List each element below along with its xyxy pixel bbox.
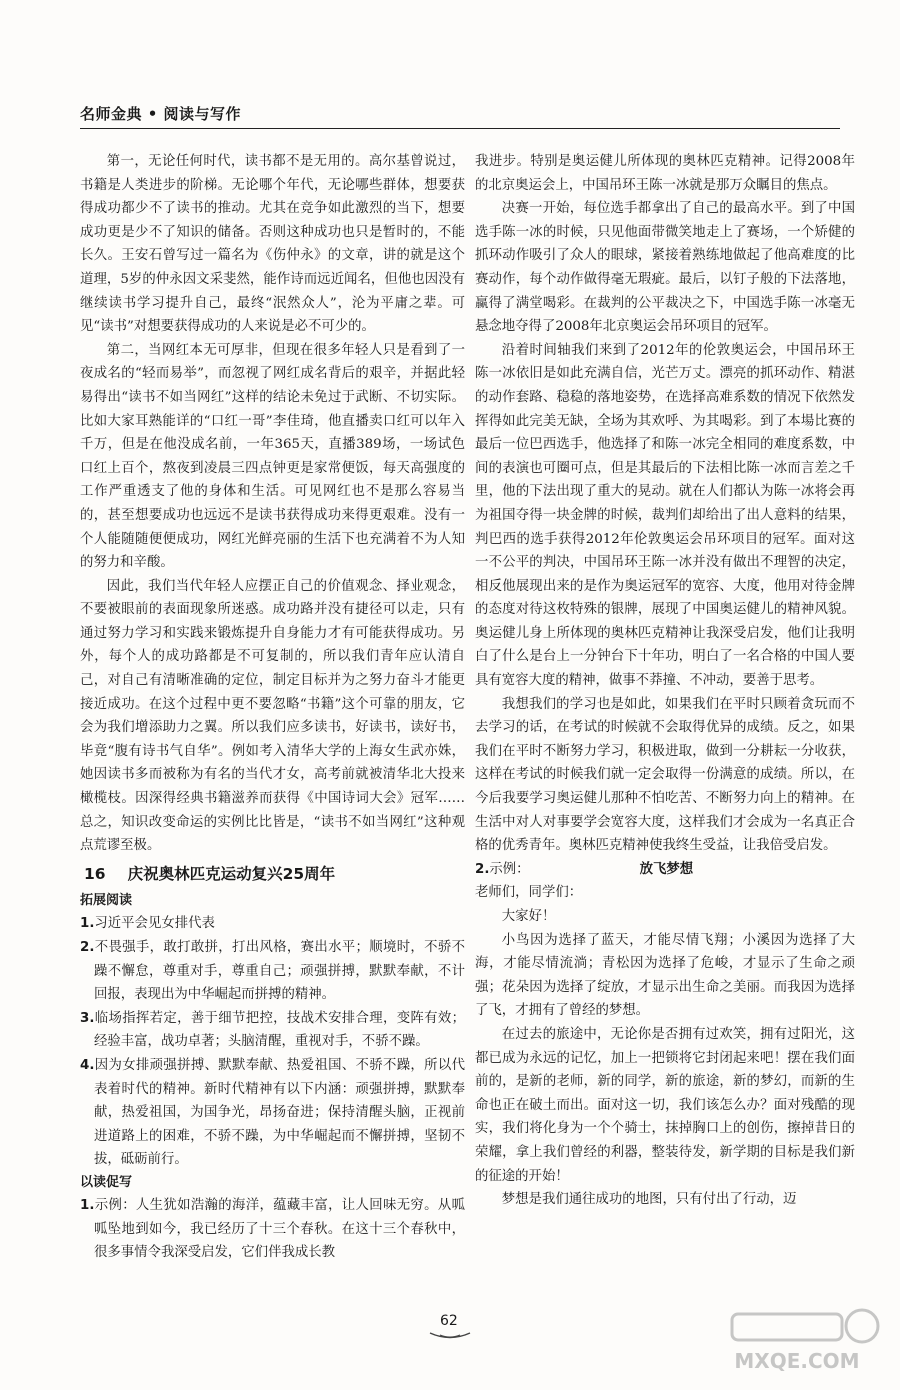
paragraph: 梦想是我们通往成功的地图，只有付出了行动，迈 xyxy=(501,1192,797,1208)
example-heading: 2.示例： 放飞梦想 xyxy=(475,861,694,877)
answer-item: 4.因为女排顽强拼搏、默默奉献、热爱祖国、不骄不躁，所以代表着时代的精神。新时代精神有以下内涵：顽强拼搏，默默奉献，热爱祖国，为国争光，昂扬奋进；保持清醒头脑，正视前进道路上的困难，不骄不躁，为中华崛起而不懈拼搏，坚韧不拔，砥砺前行。 xyxy=(80,1057,465,1168)
running-header: 名师金典 • 阅读与写作 xyxy=(80,105,242,123)
page-number: 62 xyxy=(440,1313,458,1329)
page-ornament-icon xyxy=(428,1330,472,1340)
greeting: 老师们，同学们： xyxy=(475,885,583,901)
subheading-reading-to-writing: 以读促写 xyxy=(80,1174,133,1190)
paragraph: 小鸟因为选择了蓝天，才能尽情飞翔；小溪因为选择了大海，才能尽情流淌；青松因为选择了危峻，才显示了生命之顽强；花朵因为选择了绽放，才显示出生命之美丽。而我因为选择了飞，才拥有了曾经的梦想。 xyxy=(475,932,855,1019)
paragraph: 决赛一开始，每位选手都拿出了自己的最高水平。到了中国选手陈一冰的时候，只见他面带微笑地走上了赛场，一个矫健的抓环动作吸引了众人的眼球，紧接着熟练地做起了他高难度的比赛动作，每个动作做得毫无瑕疵。最后，以钉子般的下法落地，赢得了满堂喝彩。在裁判的公平裁决之下，中国选手陈一冰毫无悬念地夺得了2008年北京奥运会吊环项目的冠军。 xyxy=(475,201,855,335)
watermark-text: MXQE.COM xyxy=(734,1349,860,1373)
paragraph: 大家好！ xyxy=(501,909,556,924)
section-title-text: 庆祝奥林匹克运动复兴25周年 xyxy=(127,864,336,883)
answer-item: 3.临场指挥若定，善于细节把控，技战术安排合理，变阵有效；经验丰富，战功卓著；头脑清醒，重视对手，不骄不躁。 xyxy=(80,1010,465,1050)
paragraph: 我进步。特别是奥运健儿所体现的奥林匹克精神。记得2008年的北京奥运会上，中国吊环王陈一冰就是那万众瞩目的焦点。 xyxy=(475,154,855,193)
subheading-extended-reading: 拓展阅读 xyxy=(80,893,133,909)
answer-item: 1.习近平会见女排代表 xyxy=(80,916,215,932)
paragraph: 第二，当网红本无可厚非，但现在很多年轻人只是看到了一夜成名的“轻而易举”，而忽视了网红成名背后的艰辛，并据此轻易得出“读书不如当网红”这样的结论未免过于武断、不切实际。比如大家耳熟能详的“口红一哥”李佳琦，他直播卖口红可以年入千万，但是在他没成名前，一年365天，直播389场，一场试色口红上百个，熬夜到凌晨三四点钟更是家常便饭，每天高强度的工作严重透支了他的身体和生活。可见网红也不是那么容易当的，甚至想要成功也远远不是读书获得成功来得更艰难。没有一个人能随随便便成功，网红光鲜亮丽的生活下也充满着不为人知的努力和辛酸。 xyxy=(80,342,465,571)
left-column xyxy=(80,150,465,1265)
paragraph: 在过去的旅途中，无论你是否拥有过欢笑，拥有过阳光，这都已成为永远的记忆，加上一把锁将它封闭起来吧！摆在我们面前的，是新的老师，新的同学，新的旅途，新的梦幻，而新的生命也正在破土而出。面对这一切，我们该怎么办？面对残酷的现实，我们将化身为一个个骑士，抹掉胸口上的创伤，擦掉昔日的荣耀，拿上我们曾经的利器，整装待发，新学期的目标是我们新的征途的开始！ xyxy=(475,1026,855,1184)
answer-item: 2.不畏强手，敢打敢拼，打出风格，赛出水平；顺境时，不骄不躁不懈怠，尊重对手，尊重自己；顽强拼搏，默默奉献，不计回报，表现出为中华崛起而拼搏的精神。 xyxy=(80,940,465,1003)
header-rule xyxy=(80,128,840,129)
paragraph: 因此，我们当代年轻人应摆正自己的价值观念、择业观念，不要被眼前的表面现象所迷惑。成功路并没有捷径可以走，只有通过努力学习和实践来锻炼提升自身能力才有可能获得成功。另外，每个人的成功路都是不可复制的，所以我们青年应认清自己，对自己有清晰准确的定位，制定目标并为之努力奋斗才能更接近成功。在这个过程中更不要忽略“书籍”这个可靠的朋友，它会为我们增添助力之翼。所以我们应多读书，好读书，读好书，毕竟“腹有诗书气自华”。例如考入清华大学的上海女生武亦姝，她因读书多而被称为有名的当代才女，高考前就被清华北大投来橄榄枝。因深得经典书籍滋养而获得《中国诗词大会》冠军……总之，知识改变命运的实例比比皆是，“读书不如当网红”这种观点荒谬至极。 xyxy=(80,578,465,854)
answer-item: 1.示例：人生犹如浩瀚的海洋，蕴藏丰富，让人回味无穷。从呱呱坠地到如今，我已经历了十三个春秋。在这十三个春秋中，很多事情令我深受启发，它们伴我成长教 xyxy=(80,1197,465,1261)
essay-title: 放飞梦想 xyxy=(639,861,694,877)
right-column xyxy=(475,150,855,1212)
paragraph: 沿着时间轴我们来到了2012年的伦敦奥运会，中国吊环王陈一冰依旧是如此充满自信，光芒万丈。漂亮的抓环动作、精湛的动作套路、稳稳的落地姿势，在选择高难系数的情况下依然发挥得如此完美无缺，全场为其欢呼、为其喝彩。到了本場比赛的最后一位巴西选手，他选择了和陈一冰完全相同的难度系数，中间的表演也可圈可点，但是其最后的下法相比陈一冰而言差之千里，他的下法出现了重大的晃动。就在人们都认为陈一冰将会再为祖国夺得一块金牌的时候，裁判们却给出了出人意料的结果，判巴西的选手获得2012年伦敦奥运会吊环项目的冠军。面对这一不公平的判决，中国吊环王陈一冰并没有做出不理智的决定，相反他展现出来的是作为奥运冠军的宽容、大度，他用对待金牌的态度对待这枚特殊的银牌，展现了中国奥运健儿的精神风貌。奥运健儿身上所体现的奥林匹克精神让我深受启发，他们让我明白了什么是台上一分钟台下十年功，明白了一名合格的中国人要具有宽容大度的精神，做事不莽撞、不冲动，要善于思考。 xyxy=(475,342,855,689)
section-title xyxy=(80,863,465,887)
paragraph: 第一，无论任何时代，读书都不是无用的。高尔基曾说过，书籍是人类进步的阶梯。无论哪个年代，无论哪些群体，想要获得成功都少不了读书的推动。尤其在竞争如此激烈的当下，想要成功更是少不了知识的储备。否则这种成功也只是暂时的，不能长久。王安石曾写过一篇名为《伤仲永》的文章，讲的就是这个道理，5岁的仲永因文采斐然，能作诗而远近闻名，但他也因没有继续读书学习提升自己，最终“泯然众人”，沦为平庸之辈。可见“读书”对想要获得成功的人来说是必不可少的。 xyxy=(80,154,465,335)
paragraph: 我想我们的学习也是如此，如果我们在平时只顾着贪玩而不去学习的话，在考试的时候就不会取得优异的成绩。反之，如果我们在平时不断努力学习，积极进取，做到一分耕耘一分收获，这样在考试的时候我们就一定会取得一份满意的成绩。所以，在今后我要学习奥运健儿那种不怕吃苦、不断努力向上的精神。在生活中对人对事要学会宽容大度，这样我们才会成为一名真正合格的优秀青年。奥林匹克精神使我终生受益，让我倍受启发。 xyxy=(475,696,855,854)
watermark-logo xyxy=(712,1306,882,1376)
section-number: 16 xyxy=(84,864,106,883)
